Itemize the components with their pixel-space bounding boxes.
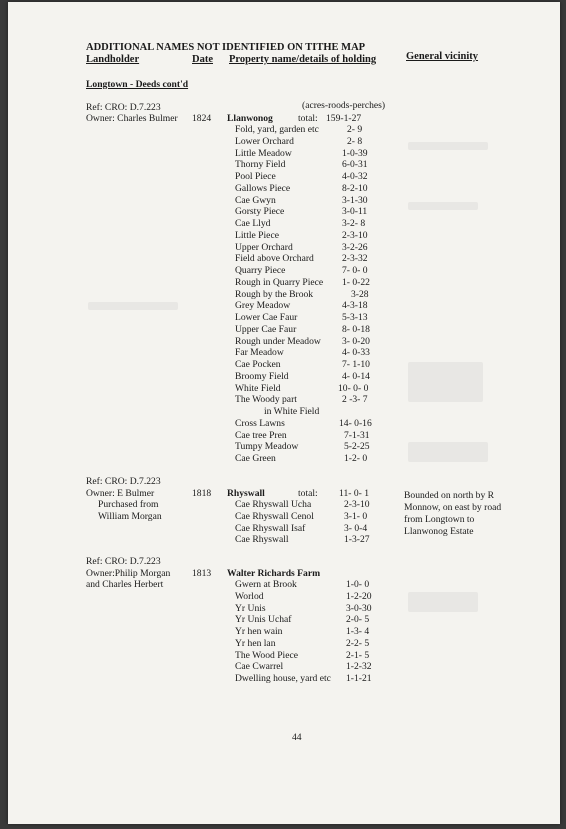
entry-owner: Owner: Charles Bulmer	[86, 113, 178, 124]
holding-row	[235, 218, 395, 230]
holding-name: Dwelling house, yard etc	[235, 673, 331, 684]
holding-name: Cae Rhyswall	[235, 534, 289, 546]
holding-area: 2-3-10	[344, 499, 370, 510]
holding-area: 1-2-20	[346, 590, 372, 602]
holding-row	[235, 230, 395, 242]
entry-owner-note: Purchased from	[98, 499, 159, 510]
entry-owner: Owner:Philip Morgan	[86, 568, 171, 579]
holding-name: Yr Unis Uchaf	[235, 614, 292, 626]
bleed-through-mark	[408, 362, 483, 402]
holding-row	[235, 136, 395, 148]
holding-area: 2-0- 5	[346, 614, 370, 626]
vicinity-note: from Longtown to	[404, 514, 475, 525]
column-header-property: Property name/details of holding	[229, 54, 377, 65]
holding-name: in White Field	[264, 406, 320, 417]
entry-owner-note: William Morgan	[98, 511, 162, 522]
entry-property-name: Rhyswall	[227, 488, 265, 499]
holding-name: Yr Unis	[235, 602, 266, 614]
holding-name: Fold, yard, garden etc	[235, 124, 319, 135]
holding-row	[235, 591, 395, 603]
page-heading: ADDITIONAL NAMES NOT IDENTIFIED ON TITHE MAP	[86, 42, 366, 53]
holding-area: 3-28	[351, 288, 369, 300]
holding-area: 2- 8	[347, 135, 363, 147]
holding-row	[235, 661, 395, 673]
entry-total: 11- 0- 1	[339, 488, 370, 499]
holding-name: Gorsty Piece	[235, 206, 285, 218]
holding-name: Little Piece	[235, 229, 279, 241]
holding-row	[235, 579, 395, 591]
units-note: (acres-roods-perches)	[302, 100, 386, 111]
holding-name: Quarry Piece	[235, 265, 286, 276]
holding-area: 6-0-31	[342, 159, 368, 171]
holding-name: Tumpy Meadow	[235, 441, 299, 453]
document-page	[8, 2, 560, 824]
holding-row	[235, 300, 395, 312]
holding-row	[235, 626, 395, 638]
holding-area: 3-0-30	[346, 602, 372, 614]
holding-name: Rough in Quarry Piece	[235, 276, 324, 288]
bleed-through-mark	[408, 202, 478, 210]
holding-name: Lower Orchard	[235, 135, 294, 147]
holding-area: 10- 0- 0	[338, 382, 369, 394]
holding-area: 1- 0-22	[342, 276, 370, 288]
holding-area: 2-3-32	[342, 253, 368, 265]
holding-row	[235, 441, 395, 453]
holding-row	[235, 336, 395, 348]
holding-name: The Woody part	[235, 394, 297, 406]
holding-name: Cae Rhyswall Ucha	[235, 499, 312, 510]
holding-area: 5-3-13	[342, 312, 368, 323]
holding-row	[235, 499, 395, 511]
holding-area: 2-1- 5	[346, 649, 370, 661]
holding-row	[235, 371, 395, 383]
holding-name: Yr hen lan	[235, 637, 276, 649]
holding-name: Worlod	[235, 590, 264, 602]
holding-area: 2- 9	[347, 124, 363, 135]
holding-name: Upper Orchard	[235, 241, 293, 253]
holding-name: Upper Cae Faur	[235, 323, 297, 335]
column-header-date: Date	[192, 54, 213, 65]
holding-name: Pool Piece	[235, 171, 276, 182]
holding-area: 1-3-27	[344, 534, 370, 546]
vicinity-note: Llanwonog Estate	[404, 526, 474, 537]
holding-area: 4- 0-33	[342, 347, 370, 359]
holding-area: 4-3-18	[342, 300, 368, 312]
holding-row	[235, 534, 395, 546]
holding-name: Cae tree Pren	[235, 429, 287, 441]
holding-row	[235, 347, 395, 359]
holding-name: Cae Pocken	[235, 359, 281, 370]
bleed-through-mark	[88, 302, 178, 310]
holding-area: 1-1-21	[346, 673, 372, 684]
holding-area: 3- 0-4	[344, 522, 368, 534]
holding-row	[235, 359, 395, 371]
bleed-through-mark	[408, 592, 478, 612]
holding-row	[235, 277, 395, 289]
holding-name: The Wood Piece	[235, 649, 298, 661]
entry-date: 1818	[192, 488, 212, 499]
vicinity-note: Bounded on north by R	[404, 490, 495, 501]
holding-area: 3-1-30	[342, 194, 368, 206]
holding-name: Cae Rhyswall Isaf	[235, 522, 306, 534]
holding-name: Rough under Meadow	[235, 335, 321, 347]
holding-row	[235, 183, 395, 195]
holding-name: Thorny Field	[235, 159, 286, 171]
holding-row	[235, 383, 395, 395]
holding-row	[235, 673, 395, 685]
holding-area: 1-2- 0	[344, 453, 368, 464]
holding-name: Cae Cwarrel	[235, 661, 284, 673]
holding-row	[235, 418, 395, 430]
column-header-vicinity: General vicinity	[406, 51, 479, 62]
bleed-through-mark	[408, 142, 488, 150]
holding-name: Cae Rhyswall Cenol	[235, 510, 314, 522]
holding-name: Yr hen wain	[235, 626, 283, 637]
holding-row	[235, 124, 395, 136]
entry-date: 1813	[192, 568, 212, 579]
holding-row	[235, 253, 395, 265]
holding-row	[235, 650, 395, 662]
holding-name: Gallows Piece	[235, 182, 291, 194]
holding-row	[235, 603, 395, 615]
holding-row	[235, 614, 395, 626]
section-title: Longtown - Deeds cont'd	[86, 79, 189, 90]
column-header-landholder: Landholder	[86, 54, 140, 65]
holding-row	[235, 289, 395, 301]
holding-name: Rough by the Brook	[235, 288, 314, 300]
entry-date: 1824	[192, 113, 212, 124]
holding-area: 2-2- 5	[346, 637, 370, 649]
entry-property-name: Llanwonog	[227, 113, 273, 124]
holding-name: Cross Lawns	[235, 417, 285, 429]
holding-row	[235, 453, 395, 465]
holding-area: 3-0-11	[342, 206, 368, 218]
entry-reference: Ref: CRO: D.7.223	[86, 476, 161, 487]
holding-name: Cae Llyd	[235, 218, 271, 229]
holding-name: Little Meadow	[235, 147, 292, 159]
holding-area: 7- 0- 0	[342, 265, 368, 276]
holding-name: Far Meadow	[235, 347, 284, 359]
holding-row	[235, 430, 395, 442]
holding-row	[235, 638, 395, 650]
holding-row	[235, 324, 395, 336]
holding-area: 3-1- 0	[344, 510, 368, 522]
holding-name: Cae Gwyn	[235, 194, 276, 206]
holding-name: Gwern at Brook	[235, 579, 297, 590]
entry-total: 159-1-27	[326, 113, 362, 124]
entry-reference: Ref: CRO: D.7.223	[86, 556, 161, 567]
holding-row	[235, 242, 395, 254]
holding-area: 14- 0-16	[339, 417, 372, 429]
entry-total-label: total:	[298, 113, 318, 124]
holding-area: 8-2-10	[342, 182, 368, 194]
entry-total-label: total:	[298, 488, 318, 499]
holding-row	[235, 195, 395, 207]
holding-area: 1-0-39	[342, 147, 368, 159]
holding-row	[235, 206, 395, 218]
holding-row	[235, 148, 395, 160]
holding-list	[235, 124, 395, 465]
holding-row	[235, 523, 395, 535]
vicinity-note: Monnow, on east by road	[404, 502, 502, 513]
holding-area: 3- 0-20	[342, 335, 370, 347]
holding-row	[235, 312, 395, 324]
page-number: 44	[292, 732, 302, 743]
holding-area: 2-3-10	[342, 229, 368, 241]
bleed-through-mark	[408, 442, 488, 462]
holding-area: 4-0-32	[342, 171, 368, 182]
entry-reference: Ref: CRO: D.7.223	[86, 102, 161, 113]
holding-area: 8- 0-18	[342, 323, 370, 335]
holding-area: 4- 0-14	[342, 370, 370, 382]
holding-area: 7-1-31	[344, 429, 370, 441]
holding-row	[235, 406, 395, 418]
holding-list	[235, 499, 395, 546]
holding-area: 5-2-25	[344, 441, 370, 453]
entry-property-name: Walter Richards Farm	[227, 568, 321, 579]
holding-row	[235, 394, 395, 406]
holding-area: 1-2-32	[346, 661, 372, 673]
holding-name: Lower Cae Faur	[235, 312, 298, 323]
holding-name: Broomy Field	[235, 370, 289, 382]
holding-name: White Field	[235, 382, 281, 394]
holding-area: 1-0- 0	[346, 579, 370, 590]
holding-area: 7- 1-10	[342, 359, 370, 370]
entry-owner: Owner: E Bulmer	[86, 488, 155, 499]
holding-area: 3-2- 8	[342, 218, 366, 229]
holding-area: 2 -3- 7	[342, 394, 368, 406]
holding-area: 1-3- 4	[346, 626, 370, 637]
holding-row	[235, 159, 395, 171]
holding-name: Cae Green	[235, 453, 276, 464]
holding-name: Field above Orchard	[235, 253, 314, 265]
holding-name: Grey Meadow	[235, 300, 291, 312]
entry-owner-note: and Charles Herbert	[86, 579, 164, 590]
holding-area: 3-2-26	[342, 241, 368, 253]
holding-row	[235, 171, 395, 183]
holding-list	[235, 579, 395, 685]
holding-row	[235, 265, 395, 277]
holding-row	[235, 511, 395, 523]
